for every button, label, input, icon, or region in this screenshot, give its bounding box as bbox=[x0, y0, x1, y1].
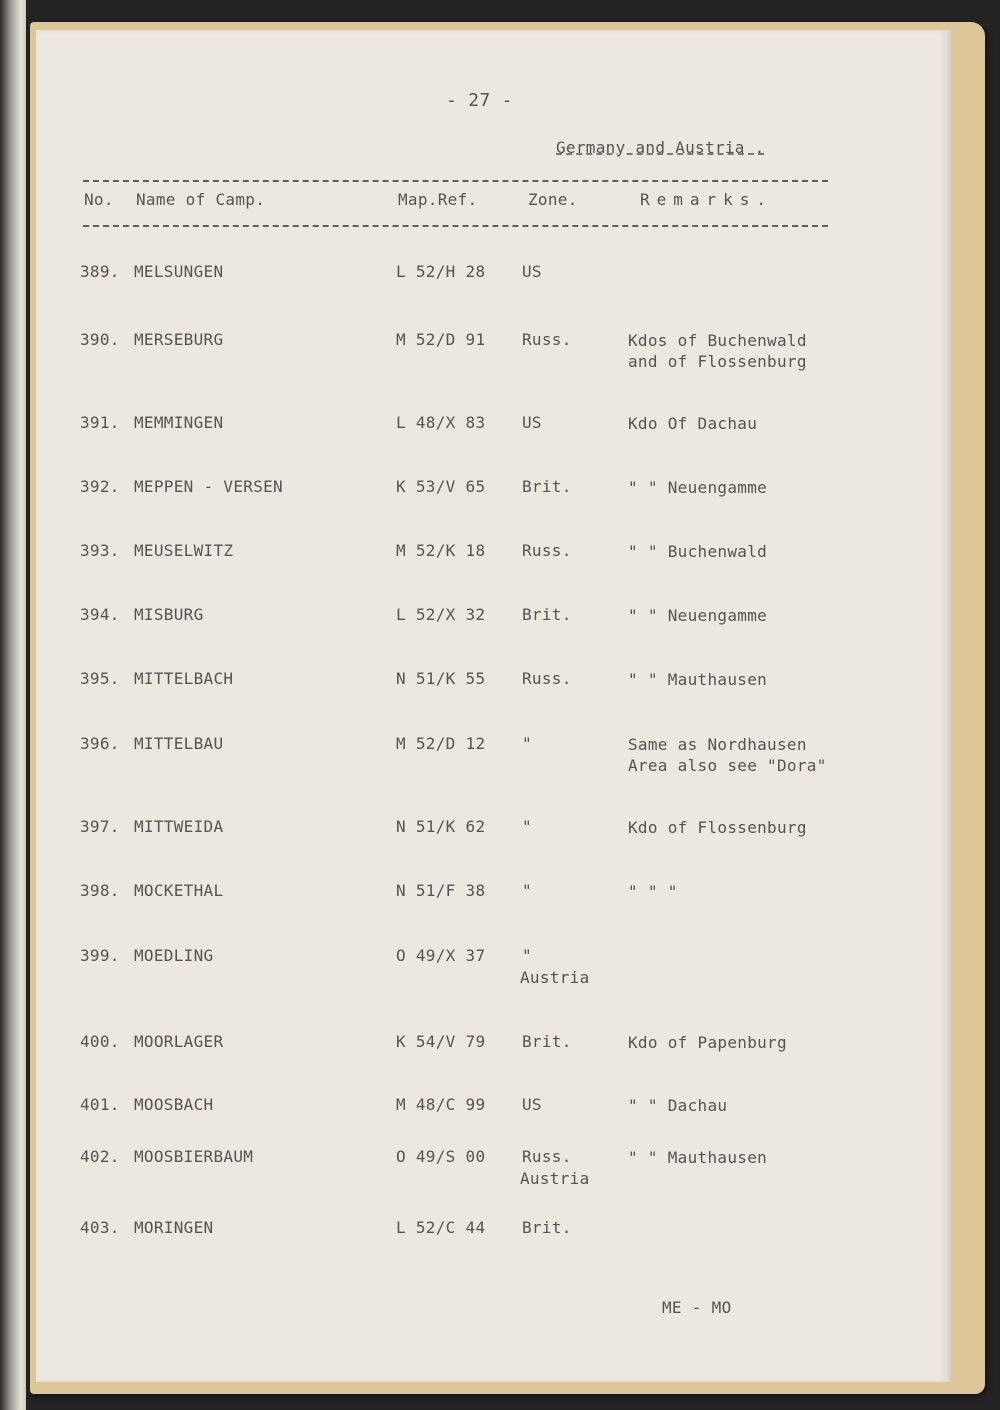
remarks: " " Mauthausen bbox=[628, 1148, 768, 1167]
camp-number: 396. bbox=[80, 734, 120, 753]
camp-number: 392. bbox=[80, 477, 120, 496]
left-page-edge bbox=[0, 0, 26, 1410]
table-row bbox=[36, 1218, 948, 1268]
zone: " bbox=[522, 946, 532, 965]
table-row bbox=[36, 946, 948, 996]
camp-number: 391. bbox=[80, 413, 120, 432]
zone: " bbox=[522, 881, 532, 900]
map-reference: N 51/K 55 bbox=[396, 669, 486, 688]
map-reference: O 49/X 37 bbox=[396, 946, 486, 965]
camp-number: 390. bbox=[80, 330, 120, 349]
zone: US bbox=[522, 262, 542, 281]
camp-name: MEMMINGEN bbox=[134, 413, 224, 432]
camp-name: MEUSELWITZ bbox=[134, 541, 234, 560]
map-reference: K 54/V 79 bbox=[396, 1032, 486, 1051]
camp-name: MELSUNGEN bbox=[134, 262, 224, 281]
zone: Russ. bbox=[522, 541, 572, 560]
camp-number: 398. bbox=[80, 881, 120, 900]
region-heading: Germany and Austria . bbox=[556, 138, 765, 157]
camp-number: 400. bbox=[80, 1032, 120, 1051]
map-reference: L 52/C 44 bbox=[396, 1218, 486, 1237]
column-header-no: No. bbox=[84, 190, 114, 209]
camp-name: MEPPEN - VERSEN bbox=[134, 477, 283, 496]
camp-name: MITTELBACH bbox=[134, 669, 234, 688]
camp-number: 399. bbox=[80, 946, 120, 965]
remarks: " " Buchenwald bbox=[628, 542, 768, 561]
camp-name: MOOSBIERBAUM bbox=[134, 1147, 254, 1166]
map-reference: N 51/K 62 bbox=[396, 817, 486, 836]
zone: Brit. bbox=[522, 605, 572, 624]
map-reference: O 49/S 00 bbox=[396, 1147, 486, 1166]
zone: US bbox=[522, 1095, 542, 1114]
camp-number: 397. bbox=[80, 817, 120, 836]
camp-name: MOEDLING bbox=[134, 946, 214, 965]
zone: Russ. bbox=[522, 1147, 572, 1166]
remarks: Kdo of Flossenburg bbox=[628, 818, 807, 837]
remarks: Kdo Of Dachau bbox=[628, 414, 758, 433]
camp-name: MERSEBURG bbox=[134, 330, 224, 349]
map-reference: M 52/D 91 bbox=[396, 330, 486, 349]
remarks: " " Dachau bbox=[628, 1096, 728, 1115]
camp-name: MOORLAGER bbox=[134, 1032, 224, 1051]
table-row bbox=[36, 817, 948, 867]
camp-name: MOOSBACH bbox=[134, 1095, 214, 1114]
remarks: " " Neuengamme bbox=[628, 478, 768, 497]
header-rule-top bbox=[83, 180, 828, 182]
table-row bbox=[36, 541, 948, 591]
zone-continuation: Austria bbox=[520, 1169, 590, 1188]
table-row bbox=[36, 881, 948, 931]
table-row bbox=[36, 477, 948, 527]
map-reference: M 48/C 99 bbox=[396, 1095, 486, 1114]
page-footer: ME - MO bbox=[662, 1298, 732, 1317]
zone: " bbox=[522, 734, 532, 753]
zone: Brit. bbox=[522, 1218, 572, 1237]
zone: Brit. bbox=[522, 1032, 572, 1051]
document-page bbox=[36, 30, 951, 1382]
map-reference: M 52/D 12 bbox=[396, 734, 486, 753]
camp-name: MORINGEN bbox=[134, 1218, 214, 1237]
zone: Brit. bbox=[522, 477, 572, 496]
header-rule-bottom bbox=[83, 225, 828, 227]
page-number: - 27 - bbox=[446, 90, 513, 111]
map-reference: M 52/K 18 bbox=[396, 541, 486, 560]
camp-number: 403. bbox=[80, 1218, 120, 1237]
zone: " bbox=[522, 817, 532, 836]
table-row bbox=[36, 734, 948, 784]
table-row bbox=[36, 1095, 948, 1145]
column-header-remarks: Remarks. bbox=[640, 190, 774, 209]
zone: Russ. bbox=[522, 330, 572, 349]
remarks: Kdo of Papenburg bbox=[628, 1033, 787, 1052]
table-row bbox=[36, 1147, 948, 1197]
camp-name: MISBURG bbox=[134, 605, 204, 624]
remarks: " " Mauthausen bbox=[628, 670, 768, 689]
camp-name: MITTWEIDA bbox=[134, 817, 224, 836]
camp-number: 389. bbox=[80, 262, 120, 281]
camp-number: 393. bbox=[80, 541, 120, 560]
camp-number: 402. bbox=[80, 1147, 120, 1166]
table-row bbox=[36, 1032, 948, 1082]
zone-continuation: Austria bbox=[520, 968, 590, 987]
table-row bbox=[36, 669, 948, 719]
map-reference: L 52/H 28 bbox=[396, 262, 486, 281]
camp-number: 395. bbox=[80, 669, 120, 688]
camp-name: MITTELBAU bbox=[134, 734, 224, 753]
table-row bbox=[36, 413, 948, 463]
map-reference: L 48/X 83 bbox=[396, 413, 486, 432]
remarks: " " " bbox=[628, 882, 678, 901]
remarks: Kdos of Buchenwald bbox=[628, 331, 807, 350]
table-row bbox=[36, 262, 948, 312]
table-row bbox=[36, 605, 948, 655]
remarks-continuation: and of Flossenburg bbox=[628, 352, 807, 371]
camp-name: MOCKETHAL bbox=[134, 881, 224, 900]
remarks: Same as Nordhausen bbox=[628, 735, 807, 754]
map-reference: K 53/V 65 bbox=[396, 477, 486, 496]
map-reference: L 52/X 32 bbox=[396, 605, 486, 624]
zone: US bbox=[522, 413, 542, 432]
column-header-map-ref: Map.Ref. bbox=[398, 190, 478, 209]
camp-number: 394. bbox=[80, 605, 120, 624]
zone: Russ. bbox=[522, 669, 572, 688]
remarks: " " Neuengamme bbox=[628, 606, 768, 625]
remarks-continuation: Area also see "Dora" bbox=[628, 756, 827, 775]
camp-number: 401. bbox=[80, 1095, 120, 1114]
map-reference: N 51/F 38 bbox=[396, 881, 486, 900]
column-header-zone: Zone. bbox=[528, 190, 578, 209]
table-row bbox=[36, 330, 948, 380]
column-header-name: Name of Camp. bbox=[136, 190, 266, 209]
